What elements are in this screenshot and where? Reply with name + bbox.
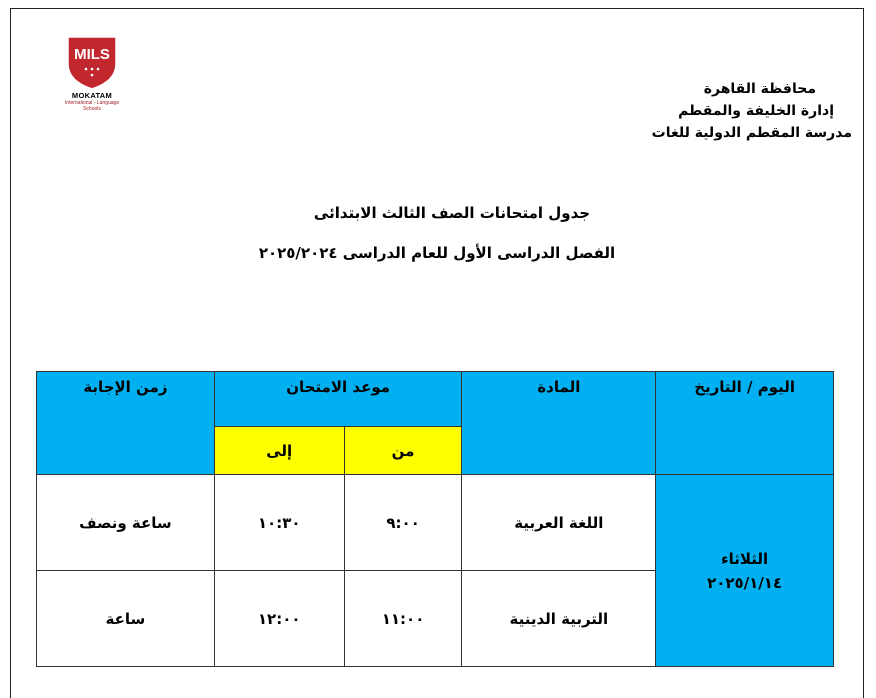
logo-subtitle: MOKATAM xyxy=(71,91,113,100)
school-header xyxy=(652,78,852,144)
header-from: من xyxy=(344,427,462,475)
to-cell: ١٠:٣٠ xyxy=(214,475,344,571)
table-row xyxy=(37,475,834,571)
header-governorate: محافظة القاهرة xyxy=(703,81,816,97)
school-logo xyxy=(56,34,128,112)
exam-schedule-table xyxy=(36,371,834,667)
day-date-cell xyxy=(656,475,834,667)
day-text: الثلاثاء xyxy=(720,549,769,568)
logo-name: MILS xyxy=(74,46,110,63)
header-to: إلى xyxy=(214,427,344,475)
mils-shield-icon xyxy=(64,34,120,90)
logo-tagline: International - Language Schools xyxy=(64,100,120,112)
page-subtitle xyxy=(0,244,876,262)
header-exam-time: موعد الامتحان xyxy=(214,372,462,427)
from-cell: ١١:٠٠ xyxy=(344,571,462,667)
duration-cell: ساعة ونصف xyxy=(37,475,215,571)
duration-cell: ساعة xyxy=(37,571,215,667)
page-title xyxy=(0,204,876,222)
subject-cell: اللغة العربية xyxy=(462,475,656,571)
subtitle-text: الفصل الدراسى الأول للعام الدراسى ٢٠٢٥/٢٠٢٤ xyxy=(258,244,616,262)
table-header-row xyxy=(37,372,834,427)
from-cell: ٩:٠٠ xyxy=(344,475,462,571)
header-administration: إدارة الخليفة والمقطم xyxy=(678,103,834,119)
date-text: ٢٠٢٥/١/١٤ xyxy=(707,573,783,592)
header-subject: المادة xyxy=(462,372,656,475)
subject-cell: التربية الدينية xyxy=(462,571,656,667)
header-duration: زمن الإجابة xyxy=(37,372,215,475)
title-text: جدول امتحانات الصف الثالث الابتدائى xyxy=(313,204,591,222)
header-school-name: مدرسة المقطم الدولية للغات xyxy=(651,125,852,141)
header-day-date: اليوم / التاريخ xyxy=(656,372,834,475)
to-cell: ١٢:٠٠ xyxy=(214,571,344,667)
